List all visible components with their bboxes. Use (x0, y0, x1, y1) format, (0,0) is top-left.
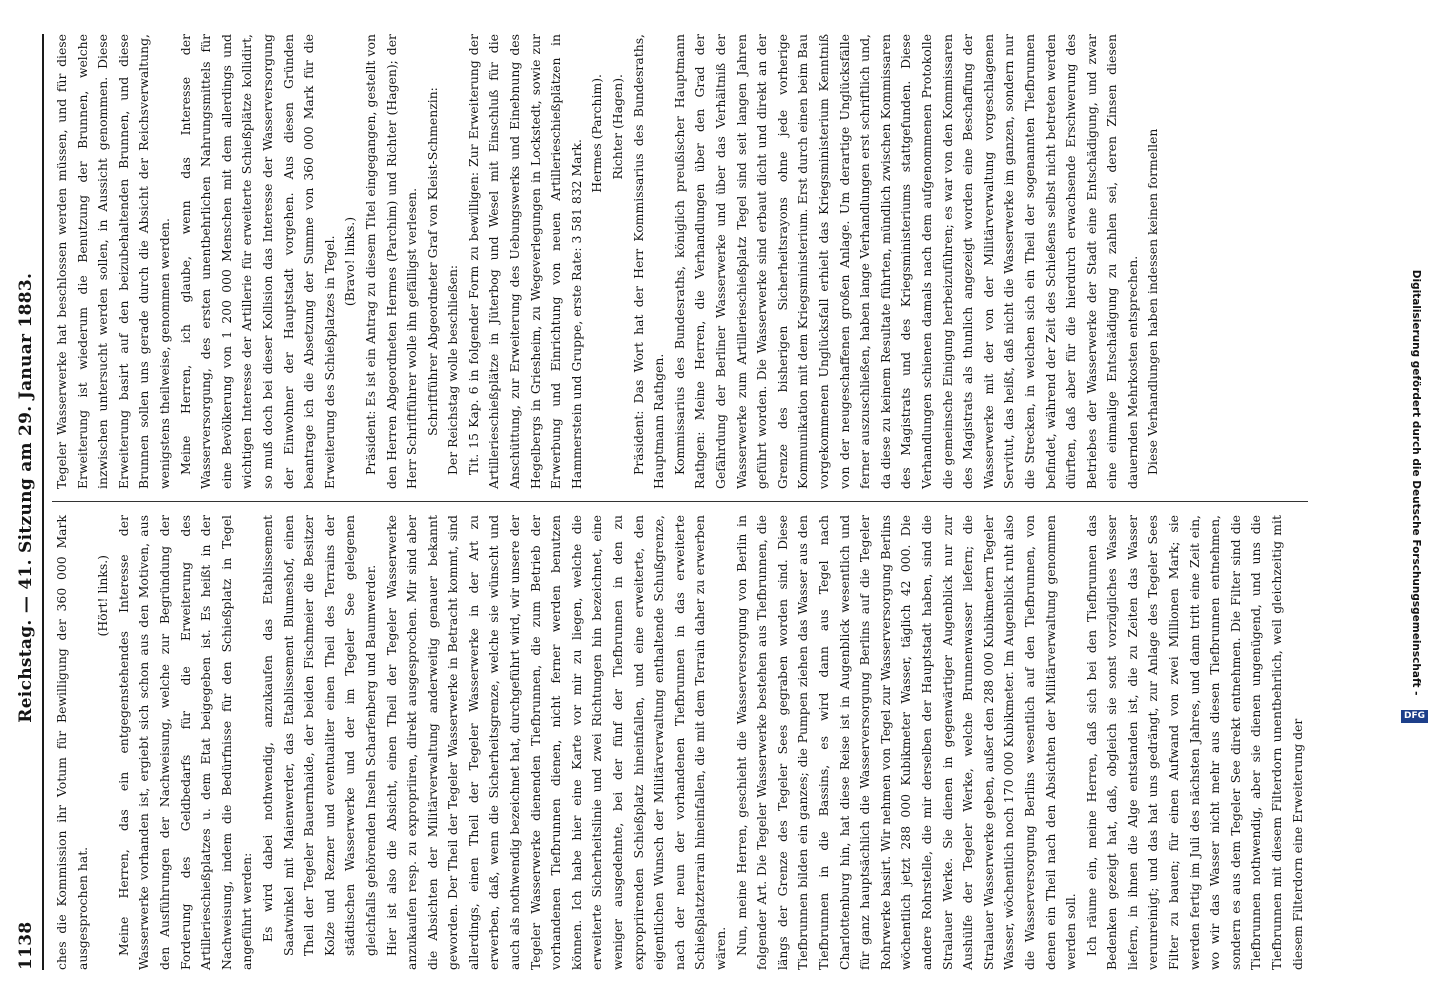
paragraph: (Hört! links.) (95, 555, 111, 637)
paragraph: Präsident: Es ist ein Antrag zu diesem Titel eingegangen, gestellt von den Herren Abgeordneten Hermes (Parchim) und Richter (Hagen); der Herr Schriftführer wolle ihn gefälligst verlesen. (362, 34, 420, 489)
paragraph: Hier ist also die Absicht, einen Theil der Tegeler Wasserwerke anzukaufen resp. zu expropriiren, direkt ausgesprochen. Mir sind aber die Absichten der Militärverwaltung anderweitig genauer bekannt geworden. Der Theil der Tegeler Wasserwerke in Betracht kommt, sind allerdings, einen Theil der Tegeler Wasserwerke in der Art zu erwerben, daß, wenn die Sicherheitsgrenze, welche sie wünscht und auch als nothwendig bezeichnet hat, durchgeführt wird, wir unsere der Tegeler Wasserwerke dienenden Tiefbrunnen, die zum Betrieb der vorhandenen Tiefbrunnen dienen, nicht ferner werden benutzen können. Ich habe hier eine Karte vor mir zu liegen, welche die erweiterte Sicherheitslinie und zwei Richtungen hin bezeichnet, eine weniger ausgedehnte, bei der fünf der Tiefbrunnen in den zu expropriirenden Schießplatz hineinfallen, und eine erweiterte, den eigentlichen Wunsch der Militärverwaltung enthaltende Schußgrenze, nach der neun der vorhandenen Tiefbrunnen in das erweiterte Schießplatzterrain hineinfallen, die mit dem Terrain daher zu erwerben wären. (383, 515, 728, 970)
paragraph: Schriftführer Abgeordneter Graf von Kleist-Schmenzin: (424, 87, 440, 436)
paragraph: Es wird dabei nothwendig, anzukaufen das Etablissement Saatwinkel mit Maienwerder, das Etablissement Blumeshof, einen Theil der Tegeler Bauernhaide, der beiden Fischmeier die Besitzer Kolze und Rezner und eventualiter einen Theil des Terrains der städtischen Wasserwerke und der im Tegeler See gelegenen gleichfalls gehörenden Inseln Scharfenberg und Baumwerder. (259, 515, 378, 956)
paragraph: Meine Herren, das ein entgegenstehendes Interesse der Wasserwerke vorhanden ist, ergiebt sich schon aus den Motiven, aus den Ausführungen der Nachweisung, welche zur Begründung der Forderung des Geldbedarfs für die Erweiterung des Artillerieschießplatzes u. dem Etat beigegeben ist. Es heißt in der Nachweisung, indem die Bedürfnisse für den Schießplatz in Tegel angeführt werden: (115, 515, 255, 970)
digitization-credit (1403, 8, 1426, 992)
paragraph: Der Reichstag wolle beschließen: (445, 264, 461, 475)
page-title: Reichstag. — 41. Sitzung am 29. Januar 1883. (16, 272, 36, 723)
credit-text: Digitalisierung gefördert durch die Deutsche Forschungsgemeinschaft - (1410, 269, 1422, 696)
dfg-logo: DFG (1401, 710, 1428, 723)
paragraph: Hermes (Parchim). (589, 74, 605, 193)
paragraph: Richter (Hagen). (610, 74, 626, 180)
paragraph: Tegeler Wasserwerke hat beschlossen werden müssen, und für diese Erweiterung ist wiederum die Benutzung der Brunnen, welche inzwischen untersucht werden sollen, in Aussicht genommen. Diese Erweiterung basirt auf den beizubehaltenden Brunnen, und diese Brunnen sollen uns gerade durch die Absicht der Reichsverwaltung, wenigstens theilweise, genommen werden. (54, 34, 172, 489)
page-header (16, 34, 44, 970)
paragraph: Meine Herren, ich glaube, wenn das Interesse der Wasserversorgung, des ersten unentbehrlichen Nahrungsmittels für eine Bevölkerung von 1 200 000 Menschen mit dem allerdings und wichtigen Interesse der Artillerie für erweiterte Schießplätze kollidirt, so muß doch bei dieser Kollision das Interesse der Wasserversorgung der Einwohner der Hauptstadt vorgehen. Aus diesen Gründen beantrage ich die Absetzung der Summe von 360 000 Mark für die Erweiterung des Schießplatzes in Tegel. (177, 34, 337, 489)
page-number: 1138 (16, 921, 36, 970)
left-column (52, 515, 1308, 970)
paragraph: Ich räume ein, meine Herren, daß sich bei den Tiefbrunnen das Bedenken gezeigt hat, daß, obgleich sie sonst vorzügliches Wasser liefern, in ihnen die Alge entstanden ist, die zu Zeiten das Wasser verunreinigt; und das hat uns gedrängt, zur Anlage des Tegeler Sees Filter zu bauen; für einen Aufwand von zwei Millionen Mark; sie werden fertig im Juli des nächsten Jahres, und dann tritt eine Zeit ein, wo wir das Wasser nicht mehr aus diesen Tiefbrunnen entnehmen, sondern es aus dem Tegeler See direkt entnehmen. Die Filter sind die Tiefbrunnen nothwendig, aber sie dienen ungenügend, und uns die Tiefbrunnen mit diesem Filterdorn unentbehrlich, weil gleichzeitig mit diesem Filterdorn eine Erweiterung der (1083, 515, 1305, 970)
paragraph: Diese Verhandlungen haben indessen keinen formellen (1145, 128, 1161, 475)
right-column (52, 34, 1308, 489)
text-columns (52, 34, 1308, 970)
paragraph: Präsident: Das Wort hat der Herr Kommissarius des Bundesraths, Hauptmann Rathgen. (630, 34, 667, 489)
paragraph: Nun, meine Herren, geschieht die Wasserversorgung von Berlin in folgender Art. Die Tegeler Wasserwerke bestehen aus Tiefbrunnen, die längs der Grenze des Tegeler Sees gegraben worden sind. Diese Tiefbrunnen bilden ein ganzes; die Pumpen ziehen das Wasser aus den Tiefbrunnen in die Bassins, es wird dann aus Tegel nach Charlottenburg hin, hat diese Reise ist in Augenblick wesentlich und für ganz hauptsächlich die Wasserversorgung Berlins auf die Tegeler Rohrwerke basirt. Wir nehmen von Tegel zur Wasserversorgung Berlins wöchentlich jetzt 288 000 Kubikmeter Wasser, täglich 42 000. Die andere Rohrstelle, die mir derselben der Hauptstadt haben, sind die Stralauer Werke. Sie dienen in gegenwärtiger Augenblick nur zur Aushülfe der Tegeler Werke, welche Brunnenwasser liefern; die Stralauer Wasserwerke geben, außer den 288 000 Kubikmetern Tegeler Wasser, wöchentlich noch 170 000 Kubikmeter. Im Augenblick ruht also die Wasserversorgung Berlins wesentlich auf den Tiefbrunnen, von denen ein Theil nach den Absichten der Militärverwaltung genommen werden soll. (733, 515, 1079, 970)
paragraph: Kommissarius des Bundesraths, königlich preußischer Hauptmann Rathgen: Meine Herren, die Verhandlungen über den Grad der Gefährdung der Berliner Wasserwerke und über das Verhältniß der Wasserwerke zum Artillerieschießplatz Tegel sind seit langen Jahren geführt worden. Die Wasserwerke sind erbaut dicht und direkt an der Grenze des bisherigen Sicherheitsrayons ohne jede vorherige Kommunikation mit dem Kriegsministerium. Erst durch einen beim Bau vorgekommenen Unglücksfall erhielt das Kriegsministerium Kenntniß von der neugeschaffenen großen Anlage. Um derartige Unglücksfälle ferner auszuschließen, haben lange Verhandlungen erst schriftlich und, da diese zu keinem Resultate führten, mündlich zwischen Kommissaren des Magistrats und des Kriegsministeriums stattgefunden. Diese Verhandlungen schienen damals nach dem aufgenommenen Protokolle die gemeinsche Einigung herbeizuführen; es war von den Kommissaren des Magistrats als thunlich angezeigt worden eine Beschaffung der Wasserwerke mit der von der Militärverwaltung vorgeschlagenen Servitut, das heißt, daß nicht die Wasserwerke im ganzen, sondern nur die Strecken, in welchen sich ein Theil der sogenannten Tiefbrunnen befindet, während der Zeit des Schießens selbst nicht betreten werden dürften, daß aber für die hierdurch erwachsende Erschwerung des Betriebes der Wasserwerke der Stadt eine Entschädigung, und zwar eine einmalige Entschädigung zu zahlen sei, deren Zinsen diesen dauernden Mehrkosten entsprechen. (671, 34, 1140, 489)
paragraph: ches die Kommission ihr Votum für Bewilligung der 360 000 Mark ausgesprochen hat. (54, 515, 90, 970)
paragraph: Tit. 15 Kap. 6 in folgender Form zu bewilligen: Zur Erweiterung der Artillerieschießplätze in Jüterbog und Wesel mit Einschluß für die Anschüttung, zur Erweiterung des Uebungswerks und Einebnung des Hegelbergs in Griesheim, zu Wegeverlegungen in Lockstedt, sowie zur Erwerbung und Einrichtung von neuen Artillerieschießplätzen in Hammerstein und Gruppe, erste Rate: 3 581 832 Mark. (465, 34, 584, 489)
paragraph: (Bravo! links.) (342, 216, 358, 307)
